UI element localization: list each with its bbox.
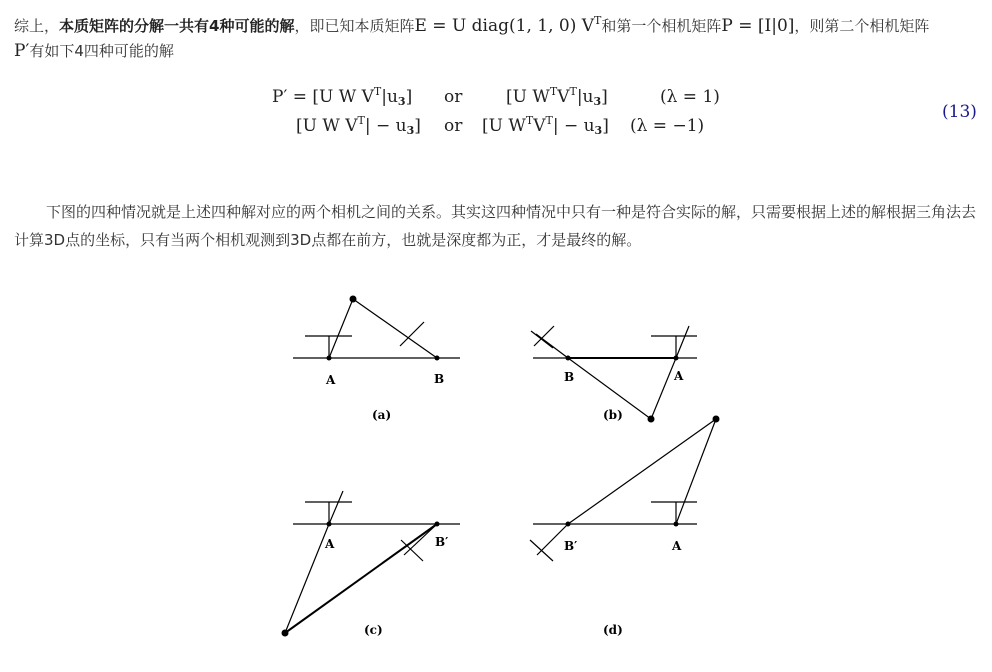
caption-d: (d) — [603, 623, 623, 637]
point-d-3d — [713, 416, 720, 423]
camera-a-center-d — [674, 522, 679, 527]
second-camera-symbol: P′ — [14, 41, 30, 61]
camera-a-center-b — [674, 356, 679, 361]
camera-b-center-a — [435, 356, 440, 361]
point-b-3d — [648, 416, 655, 423]
label-a-camera-a: A — [326, 373, 336, 387]
text-first-camera: 和第一个相机矩阵 — [601, 17, 722, 35]
explanation-text: 下图的四种情况就是上述四种解对应的两个相机之间的关系。其实这四种情况中只有一种是符合实际的解，只需要根据上述的解根据三角法去计算3D点的坐标，只有当两个相机观测到3D点都在前方，也就是深度都为正，才是最终的解。 — [14, 203, 977, 249]
camera-b-center-c — [435, 522, 440, 527]
panel-d-lines — [530, 419, 716, 561]
essential-matrix-expr: E = U diag(1, 1, 0) $V^T$ — [414, 14, 602, 36]
label-d-camera-b: B′ — [564, 539, 578, 553]
camera-a-center-a — [327, 356, 332, 361]
panel-b-lines — [531, 326, 697, 419]
point-a-3d — [350, 296, 357, 303]
label-a-camera-b: B — [434, 372, 445, 386]
caption-c: (c) — [364, 623, 383, 637]
point-c-3d — [282, 630, 289, 637]
camera-a-center-c — [327, 522, 332, 527]
label-b-camera-a: A — [674, 369, 684, 383]
caption-b: (b) — [603, 408, 623, 422]
camera-b-center-d — [566, 522, 571, 527]
caption-a: (a) — [372, 408, 392, 422]
bold-statement: 本质矩阵的分解一共有4种可能的解 — [59, 17, 295, 35]
label-d-camera-a: A — [672, 539, 682, 553]
label-c-camera-b: B′ — [435, 535, 449, 549]
equation-row2-mid: [U $W^TV^T| - u_3$] — [482, 114, 609, 137]
equation-row1-mid: [U $W^TV^T|u_3$] — [506, 85, 608, 108]
text-intro: 综上， — [14, 17, 60, 35]
equation-or-2: or — [444, 116, 463, 136]
panel-c-lines — [285, 491, 460, 633]
first-camera-expr: P = [I|0] — [721, 16, 795, 36]
equation-or-1: or — [444, 87, 463, 107]
label-c-camera-a: A — [325, 537, 335, 551]
equation-lambda-neg: (λ = −1) — [630, 116, 705, 136]
equation-lambda-pos: (λ = 1) — [660, 87, 720, 107]
text-known-e: ，即已知本质矩阵 — [294, 17, 415, 35]
label-b-camera-b: B — [564, 370, 575, 384]
text-second-camera: ，则第二个相机矩阵 — [794, 17, 930, 35]
equation-row1-left: P′ = [U W $V^T|u_3$] — [272, 85, 413, 108]
panel-a-lines — [293, 299, 460, 358]
text-four-solutions: 有如下4四种可能的解 — [29, 42, 174, 60]
camera-b-center-b — [566, 356, 571, 361]
equation-row2-left: [U W $V^T| - u_3$] — [296, 114, 421, 137]
equation-number: (13) — [942, 102, 977, 122]
